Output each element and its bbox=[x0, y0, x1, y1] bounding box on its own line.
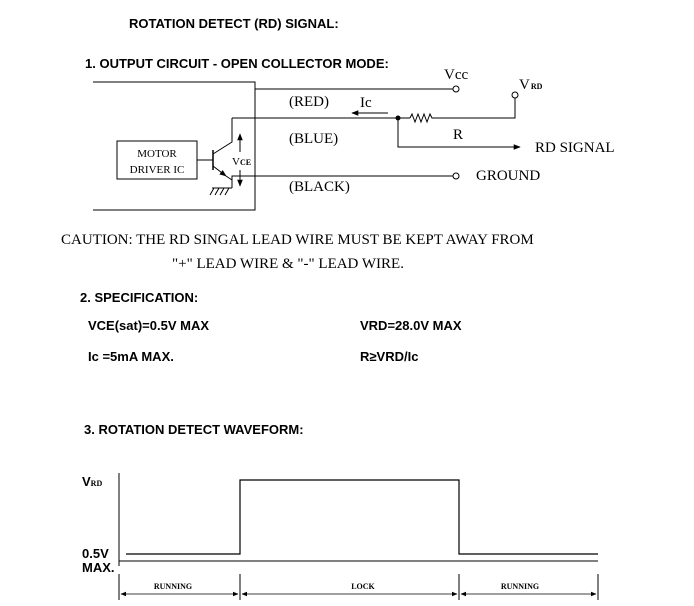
ground-symbol bbox=[210, 188, 232, 195]
vce-label: VCE bbox=[232, 156, 252, 168]
ground-label: GROUND bbox=[476, 168, 541, 184]
y-label-low-line1: 0.5V bbox=[82, 546, 109, 561]
section1-heading: 1. OUTPUT CIRCUIT - OPEN COLLECTOR MODE: bbox=[85, 56, 389, 71]
transistor-emitter-arrow bbox=[213, 166, 226, 176]
ic-label: Ic bbox=[360, 95, 372, 111]
section3-heading: 3. ROTATION DETECT WAVEFORM: bbox=[84, 422, 304, 437]
page-title: ROTATION DETECT (RD) SIGNAL: bbox=[129, 16, 339, 31]
vcc-terminal bbox=[453, 86, 459, 92]
black-wire-label: (BLACK) bbox=[289, 179, 350, 195]
y-label-low-line2: MAX. bbox=[82, 560, 115, 575]
motor-label: MOTOR bbox=[137, 148, 177, 160]
driver-ic-label: DRIVER IC bbox=[129, 164, 185, 176]
ground-terminal bbox=[453, 173, 459, 179]
segment-running-2: RUNNING bbox=[500, 582, 540, 591]
output-circuit bbox=[93, 67, 615, 210]
y-label-vrd: VRD bbox=[82, 474, 103, 489]
rd-waveform bbox=[82, 473, 598, 600]
spec-vrd-max: VRD=28.0V MAX bbox=[360, 318, 462, 333]
vrd-terminal bbox=[512, 92, 518, 98]
resistor-r bbox=[410, 98, 515, 122]
caution-line2: "+" LEAD WIRE & "-" LEAD WIRE. bbox=[172, 256, 404, 272]
waveform-trace bbox=[126, 480, 598, 554]
spec-vce-sat: VCE(sat)=0.5V MAX bbox=[88, 318, 210, 333]
segment-lock: LOCK bbox=[351, 582, 375, 591]
red-wire-label: (RED) bbox=[289, 94, 329, 110]
caution-line1: CAUTION: THE RD SINGAL LEAD WIRE MUST BE KEPT AWAY FROM bbox=[61, 232, 534, 248]
r-label: R bbox=[453, 127, 464, 143]
segment-running-1: RUNNING bbox=[153, 582, 193, 591]
section2-heading: 2. SPECIFICATION: bbox=[80, 290, 199, 305]
spec-ic-max: Ic =5mA MAX. bbox=[88, 349, 174, 364]
vrd-label: VRD bbox=[519, 77, 543, 93]
vcc-label: Vcc bbox=[444, 67, 469, 83]
transistor-collector bbox=[213, 118, 232, 154]
spec-r-condition: R≥VRD/Ic bbox=[360, 349, 419, 364]
rd-signal-label: RD SIGNAL bbox=[535, 140, 615, 156]
blue-wire-label: (BLUE) bbox=[289, 131, 339, 147]
